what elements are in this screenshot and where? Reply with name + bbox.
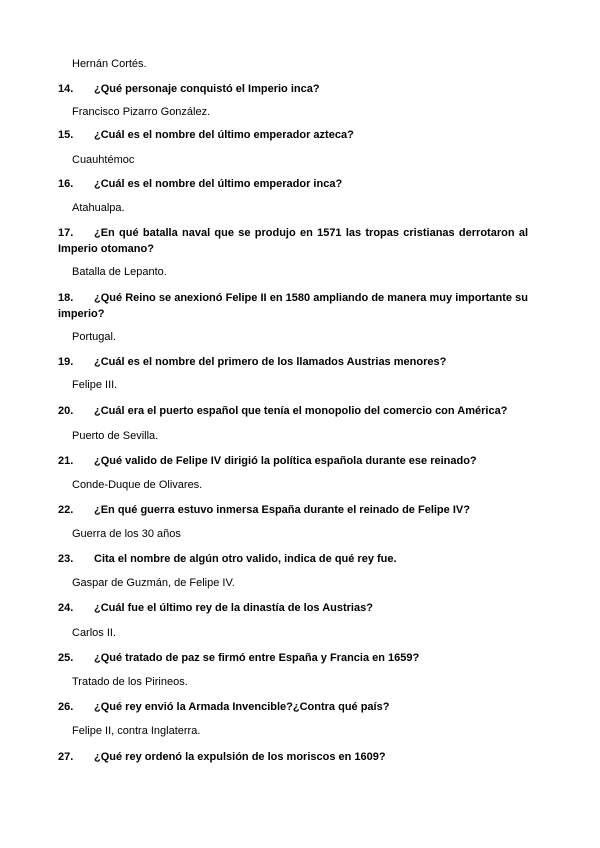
- question-number: 19.: [58, 356, 74, 368]
- question-17: [58, 225, 528, 257]
- question-text: ¿Qué rey ordenó la expulsión de los moriscos en 1609?: [94, 751, 386, 763]
- question-text: ¿En qué guerra estuvo inmersa España durante el reinado de Felipe IV?: [94, 504, 470, 516]
- question-text: ¿Cuál es el nombre del último emperador inca?: [94, 178, 343, 190]
- question-number: 16.: [58, 178, 74, 190]
- question-14: [58, 81, 528, 97]
- question-number: 14.: [58, 83, 74, 95]
- question-15: [58, 127, 528, 143]
- question-text: ¿Qué rey envió la Armada Invencible?¿Contra qué país?: [94, 701, 390, 713]
- question-text: ¿Cuál era el puerto español que tenía el monopolio del comercio con América?: [94, 405, 508, 417]
- answer-17: Batalla de Lepanto.: [72, 266, 167, 278]
- question-25: [58, 650, 528, 666]
- question-24: [58, 600, 528, 616]
- answer-20: Puerto de Sevilla.: [72, 430, 159, 442]
- question-number: 24.: [58, 602, 74, 614]
- question-number: 15.: [58, 129, 74, 141]
- question-text: ¿Qué tratado de paz se firmó entre España y Francia en 1659?: [94, 652, 420, 664]
- question-text: ¿Cuál es el nombre del primero de los llamados Austrias menores?: [94, 356, 447, 368]
- answer-16: Atahualpa.: [72, 202, 125, 214]
- question-number: 26.: [58, 701, 74, 713]
- question-23: [58, 551, 528, 567]
- question-number: 27.: [58, 751, 74, 763]
- answer-22: Guerra de los 30 años: [72, 528, 181, 540]
- question-19: [58, 354, 528, 370]
- question-21: [58, 453, 528, 469]
- answer-13: Hernán Cortés.: [72, 58, 147, 70]
- question-number: 25.: [58, 652, 74, 664]
- question-number: 21.: [58, 455, 74, 467]
- question-text: ¿Cuál es el nombre del último emperador azteca?: [94, 129, 354, 141]
- question-text: ¿Qué valido de Felipe IV dirigió la política española durante ese reinado?: [94, 455, 477, 467]
- question-18: [58, 290, 528, 322]
- question-16: [58, 176, 528, 192]
- question-26: [58, 699, 528, 715]
- question-number: 17.: [58, 227, 74, 239]
- question-text: ¿Qué Reino se anexionó Felipe II en 1580 ampliando de manera muy importante su imperio?: [58, 292, 528, 320]
- answer-21: Conde-Duque de Olivares.: [72, 479, 203, 491]
- question-22: [58, 502, 528, 518]
- question-number: 22.: [58, 504, 74, 516]
- answer-26: Felipe II, contra Inglaterra.: [72, 725, 201, 737]
- answer-18: Portugal.: [72, 331, 117, 343]
- question-text: ¿En qué batalla naval que se produjo en 1571 las tropas cristianas derrotaron al Imperio otomano?: [58, 227, 528, 255]
- question-20: [58, 403, 528, 419]
- question-number: 20.: [58, 405, 74, 417]
- answer-15: Cuauhtémoc: [72, 154, 135, 166]
- answer-23: Gaspar de Guzmán, de Felipe IV.: [72, 577, 235, 589]
- answer-25: Tratado de los Pirineos.: [72, 676, 188, 688]
- question-number: 18.: [58, 292, 74, 304]
- answer-24: Carlos II.: [72, 627, 117, 639]
- answer-19: Felipe III.: [72, 379, 118, 391]
- answer-14: Francisco Pizarro González.: [72, 106, 211, 118]
- question-text: ¿Qué personaje conquistó el Imperio inca?: [94, 83, 320, 95]
- question-number: 23.: [58, 553, 74, 565]
- question-text: Cita el nombre de algún otro valido, indica de qué rey fue.: [94, 553, 397, 565]
- question-27: [58, 749, 528, 765]
- question-text: ¿Cuál fue el último rey de la dinastía de los Austrias?: [94, 602, 373, 614]
